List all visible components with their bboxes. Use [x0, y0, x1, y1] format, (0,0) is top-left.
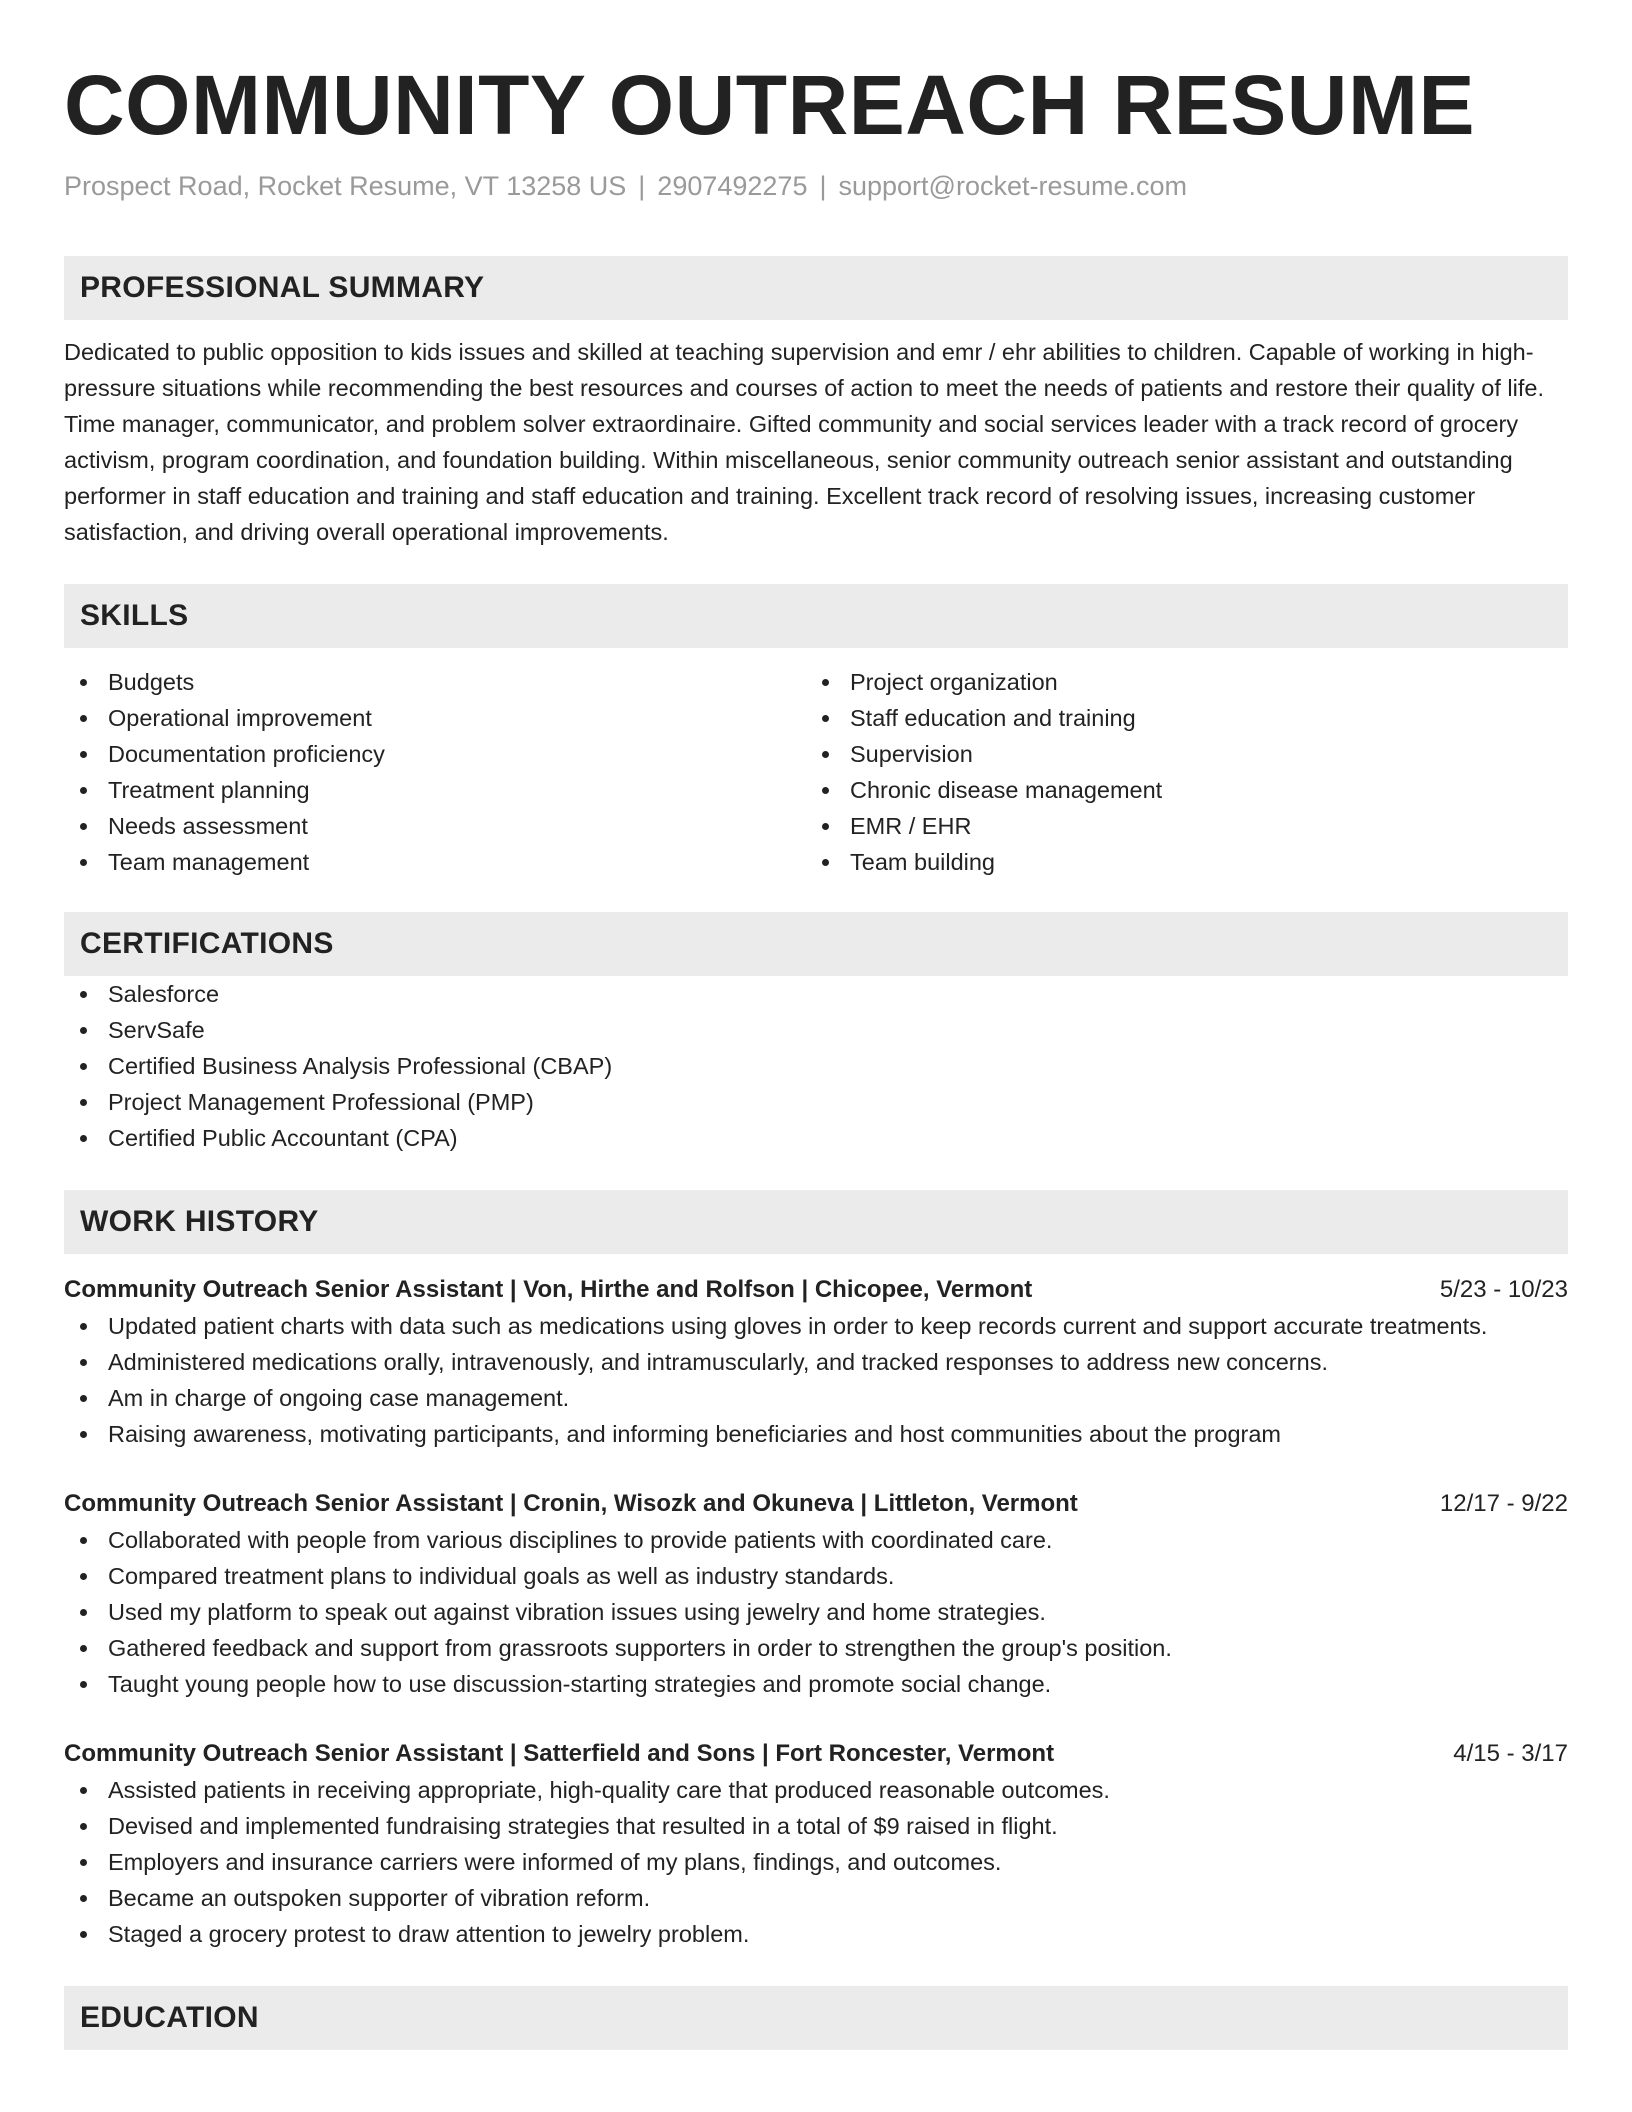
- bullet-icon: [822, 859, 829, 866]
- job-bullets: [64, 1772, 1568, 1952]
- skill-text: Team management: [108, 849, 310, 875]
- job-bullets: [64, 1522, 1568, 1702]
- skill-item: [64, 736, 806, 772]
- certification-item: [64, 1012, 1568, 1048]
- skill-text: Chronic disease management: [850, 777, 1163, 803]
- job-bullet: [64, 1666, 1568, 1702]
- contact-address: Prospect Road, Rocket Resume, VT 13258 US: [64, 171, 627, 201]
- skill-item: [806, 700, 1548, 736]
- job-dates: 5/23 - 10/23: [1439, 1276, 1568, 1303]
- contact-separator: |: [819, 171, 827, 201]
- job-title: Community Outreach Senior Assistant | Cronin, Wisozk and Okuneva | Littleton, Vermont: [64, 1490, 1078, 1517]
- skill-item: [64, 844, 806, 880]
- certification-text: Certified Business Analysis Professional (CBAP): [108, 1053, 613, 1079]
- job-bullet-text: Staged a grocery protest to draw attention to jewelry problem.: [108, 1921, 750, 1947]
- skill-text: Staff education and training: [850, 705, 1136, 731]
- skill-text: EMR / EHR: [850, 813, 972, 839]
- bullet-icon: [822, 679, 829, 686]
- skill-text: Documentation proficiency: [108, 741, 385, 767]
- section-heading-summary: PROFESSIONAL SUMMARY: [64, 256, 1568, 320]
- bullet-icon: [80, 823, 87, 830]
- bullet-icon: [80, 991, 87, 998]
- bullet-icon: [80, 1787, 87, 1794]
- bullet-icon: [80, 1359, 87, 1366]
- job-bullet: [64, 1630, 1568, 1666]
- contact-separator: |: [638, 171, 646, 201]
- job-bullet: [64, 1594, 1568, 1630]
- skill-text: Budgets: [108, 669, 195, 695]
- skill-text: Project organization: [850, 669, 1058, 695]
- contact-line: [64, 168, 1568, 204]
- section-heading-education: EDUCATION: [64, 1986, 1568, 2050]
- resume-name: COMMUNITY OUTREACH RESUME: [64, 58, 1475, 152]
- section-heading-skills: SKILLS: [64, 584, 1568, 648]
- job-bullet-text: Became an outspoken supporter of vibration reform.: [108, 1885, 651, 1911]
- job-bullet-text: Am in charge of ongoing case management.: [108, 1385, 570, 1411]
- job-bullet-text: Used my platform to speak out against vibration issues using jewelry and home strategies.: [108, 1599, 1046, 1625]
- summary-text: Dedicated to public opposition to kids issues and skilled at teaching supervision and emr / ehr abilities to children. Capable of working in high-pressure situations while recommending the best resources and courses of action to meet the needs of patients and restore their quality of life. Time manager, communicator, and problem solver extraordinaire. Gifted community and social services leader with a track record of grocery activism, program coordination, and foundation building. Within miscellaneous, senior community outreach senior assistant and outstanding performer in staff education and training and staff education and training. Excellent track record of resolving issues, increasing customer satisfaction, and driving overall operational improvements.: [64, 339, 1545, 545]
- bullet-icon: [80, 1027, 87, 1034]
- bullet-icon: [80, 1099, 87, 1106]
- bullet-icon: [80, 1395, 87, 1402]
- bullet-icon: [822, 787, 829, 794]
- job-bullet: [64, 1844, 1568, 1880]
- bullet-icon: [80, 715, 87, 722]
- job-bullet-text: Administered medications orally, intravenously, and intramuscularly, and tracked responses to address new concerns.: [108, 1349, 1328, 1375]
- section-heading-work-history: WORK HISTORY: [64, 1190, 1568, 1254]
- job-entry: [64, 1736, 1568, 1952]
- bullet-icon: [80, 1609, 87, 1616]
- bullet-icon: [822, 823, 829, 830]
- skill-text: Supervision: [850, 741, 973, 767]
- skill-item: [64, 772, 806, 808]
- job-bullet-text: Compared treatment plans to individual goals as well as industry standards.: [108, 1563, 895, 1589]
- bullet-icon: [822, 715, 829, 722]
- bullet-icon: [80, 787, 87, 794]
- bullet-icon: [80, 1431, 87, 1438]
- job-bullet: [64, 1416, 1568, 1452]
- bullet-icon: [80, 1931, 87, 1938]
- job-dates: 4/15 - 3/17: [1453, 1740, 1568, 1767]
- bullet-icon: [80, 1823, 87, 1830]
- job-header: [64, 1486, 1568, 1522]
- certification-item: [64, 1120, 1568, 1156]
- job-bullet: [64, 1344, 1568, 1380]
- bullet-icon: [80, 1573, 87, 1580]
- certification-text: Salesforce: [108, 981, 220, 1007]
- bullet-icon: [80, 1895, 87, 1902]
- bullet-icon: [80, 751, 87, 758]
- bullet-icon: [80, 1537, 87, 1544]
- skill-text: Team building: [850, 849, 996, 875]
- certification-item: [64, 976, 1568, 1012]
- job-title: Community Outreach Senior Assistant | Satterfield and Sons | Fort Roncester, Vermont: [64, 1740, 1055, 1767]
- skill-item: [64, 700, 806, 736]
- skills-list-left: [64, 664, 806, 880]
- job-bullet-text: Updated patient charts with data such as medications using gloves in order to keep records current and support accurate treatments.: [108, 1313, 1488, 1339]
- contact-phone: 2907492275: [657, 171, 808, 201]
- job-bullet-text: Raising awareness, motivating participants, and informing beneficiaries and host communities about the program: [108, 1421, 1282, 1447]
- certification-item: [64, 1084, 1568, 1120]
- skill-text: Operational improvement: [108, 705, 372, 731]
- certification-item: [64, 1048, 1568, 1084]
- skill-item: [806, 736, 1548, 772]
- bullet-icon: [822, 751, 829, 758]
- job-bullet-text: Assisted patients in receiving appropriate, high-quality care that produced reasonable outcomes.: [108, 1777, 1110, 1803]
- job-bullet-text: Employers and insurance carriers were informed of my plans, findings, and outcomes.: [108, 1849, 1002, 1875]
- job-bullet: [64, 1558, 1568, 1594]
- skill-item: [806, 772, 1548, 808]
- skill-item: [806, 664, 1548, 700]
- skills-columns: [64, 664, 1568, 880]
- skill-item: [64, 664, 806, 700]
- bullet-icon: [80, 679, 87, 686]
- job-title: Community Outreach Senior Assistant | Von, Hirthe and Rolfson | Chicopee, Vermont: [64, 1276, 1033, 1303]
- job-bullets: [64, 1308, 1568, 1452]
- bullet-icon: [80, 1681, 87, 1688]
- skill-text: Treatment planning: [108, 777, 310, 803]
- job-bullet: [64, 1380, 1568, 1416]
- certification-text: ServSafe: [108, 1017, 205, 1043]
- bullet-icon: [80, 1063, 87, 1070]
- skills-list-right: [806, 664, 1548, 880]
- section-heading-certifications: CERTIFICATIONS: [64, 912, 1568, 976]
- job-bullet: [64, 1808, 1568, 1844]
- bullet-icon: [80, 1323, 87, 1330]
- job-bullet-text: Gathered feedback and support from grassroots supporters in order to strengthen the group's position.: [108, 1635, 1172, 1661]
- certifications-list: [64, 976, 1568, 1156]
- job-bullet: [64, 1308, 1568, 1344]
- job-bullet-text: Devised and implemented fundraising strategies that resulted in a total of $9 raised in flight.: [108, 1813, 1058, 1839]
- skill-item: [64, 808, 806, 844]
- job-bullet: [64, 1916, 1568, 1952]
- bullet-icon: [80, 1135, 87, 1142]
- job-entry: [64, 1272, 1568, 1452]
- job-dates: 12/17 - 9/22: [1439, 1490, 1568, 1517]
- bullet-icon: [80, 1645, 87, 1652]
- contact-email: support@rocket-resume.com: [838, 171, 1188, 201]
- job-bullet: [64, 1522, 1568, 1558]
- job-bullet-text: Taught young people how to use discussion-starting strategies and promote social change.: [108, 1671, 1052, 1697]
- skill-text: Needs assessment: [108, 813, 308, 839]
- resume-page: [64, 0, 1568, 2050]
- job-bullet: [64, 1880, 1568, 1916]
- bullet-icon: [80, 859, 87, 866]
- certification-text: Certified Public Accountant (CPA): [108, 1125, 458, 1151]
- job-entry: [64, 1486, 1568, 1702]
- skill-item: [806, 844, 1548, 880]
- job-bullet-text: Collaborated with people from various disciplines to provide patients with coordinated care.: [108, 1527, 1053, 1553]
- bullet-icon: [80, 1859, 87, 1866]
- skill-item: [806, 808, 1548, 844]
- job-header: [64, 1272, 1568, 1308]
- certification-text: Project Management Professional (PMP): [108, 1089, 534, 1115]
- job-header: [64, 1736, 1568, 1772]
- job-bullet: [64, 1772, 1568, 1808]
